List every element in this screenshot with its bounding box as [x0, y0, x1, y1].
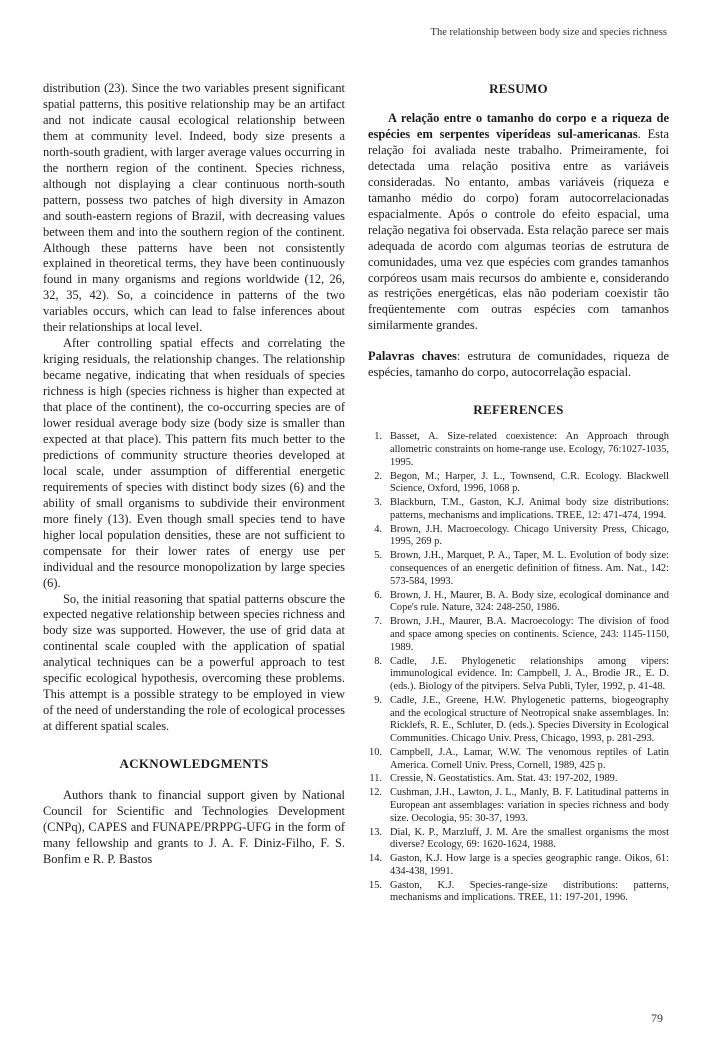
reference-item: [368, 787, 669, 825]
reference-text: Brown, J.H. Macroecology. Chicago University Press, Chicago, 1995, 269 p.: [390, 523, 669, 548]
references-heading: REFERENCES: [473, 402, 564, 418]
reference-text: Gaston, K.J. How large is a species geographic range. Oikos, 61: 434-438, 1991.: [390, 853, 669, 877]
reference-item: [368, 880, 669, 905]
reference-text: Dial, K. P., Marzluff, J. M. Are the smallest organisms the most diverse? Ecology, 69: 1620-1624, 1988.: [390, 826, 669, 851]
acknowledgments-heading: ACKNOWLEDGMENTS: [119, 756, 269, 772]
right-column: [368, 81, 669, 906]
resumo-heading: RESUMO: [489, 81, 548, 96]
page-number: 79: [651, 1011, 663, 1025]
reference-number: 11.: [369, 773, 382, 785]
reference-text: Brown, J. H., Maurer, B. A. Body size, ecological dominance and Cope's rule. Nature, 324: 248-250, 1986.: [390, 589, 669, 614]
reference-number: 6.: [374, 589, 382, 601]
reference-text: Begon, M.; Harper, J. L., Townsend, C.R. Ecology. Blackwell Science, Oxford, 1996, 1068 p.: [390, 470, 669, 495]
reference-item: [368, 497, 669, 522]
keywords-text: : estrutura de comunidades, riqueza de espécies, tamanho do corpo, autocorrelação espacial.: [368, 349, 669, 380]
resumo-title: A relação entre o tamanho do corpo e a riqueza de espécies em serpentes viperídeas sul-americanas: [368, 111, 669, 141]
reference-item: [368, 471, 669, 496]
reference-number: 3.: [374, 497, 382, 509]
reference-text: Brown, J.H., Maurer, B.A. Macroecology: The division of food and space among species on continents. Science, 243: 1145-1150, 1989.: [390, 616, 669, 653]
reference-number: 15.: [369, 879, 382, 891]
reference-text: Gaston, K.J. Species-range-size distributions: patterns, mechanisms and implications. TREE, 11: 197-201, 1996.: [390, 879, 669, 904]
reference-item: [368, 695, 669, 746]
reference-text: Cushman, J.H., Lawton, J. L., Manly, B. F. Latitudinal patterns in European ant assemblages: variation in species richness and body size. Oecologia, 95: 30-37, 1993.: [390, 787, 669, 824]
reference-item: [368, 590, 669, 615]
reference-item: [368, 550, 669, 588]
reference-number: 10.: [369, 746, 382, 758]
reference-text: Basset, A. Size-related coexistence: An Approach through allometric constraints on home-range use. Ecology, 76:1027-1035, 1995.: [390, 431, 669, 468]
resumo-paragraph: [368, 111, 669, 334]
body-paragraph-2: After controlling spatial effects and correlating the kriging residuals, the relationship changes. The relationship became negative, indicating that when residuals of species richness is high (species richness is higher than expected at that place of the continent), the co-occurring species are of lower residual average body size (body size is smaller than expected at that place). This pattern fits much better to the predictions of community structure theories developed at local scale, under assumption of differential energetic requirements of species with distinct body sizes (6) and the ability of small organisms to subdivide their environment more finely (13). Even though small species tend to have higher local population densities, these are not sufficient to compensate for their lower rates of energy use per individual and the resource monopolization by large species (6).: [43, 336, 345, 590]
references-list: [368, 431, 669, 905]
acknowledgments-text: Authors thank to financial support given by National Council for Scientific and Technologies Development (CNPq), CAPES and FUNAPE/PRPPG-UFG in the form of many fellowship and grants to J. A. F. Diniz-Filho, F. S. Bonfim e R. P. Bastos: [43, 788, 345, 866]
reference-number: 5.: [374, 550, 382, 562]
reference-text: Cadle, J.E., Greene, H.W. Phylogenetic patterns, biogeography and the ecological structure of Neotropical snake assemblages. In: Ricklefs, R. E., Schluter, D. (eds.). Species Diversity in Ecological Communities. Chicago Univ. Press, Chicago, 1993, p. 281-293.: [390, 694, 669, 744]
reference-number: 12.: [369, 787, 382, 799]
reference-item: [368, 827, 669, 852]
reference-number: 13.: [369, 826, 382, 838]
reference-number: 1.: [374, 431, 382, 443]
reference-text: Blackburn, T.M., Gaston, K.J. Animal body size distributions: patterns, mechanisms and implications. TREE, 12: 471-474, 1994.: [390, 497, 669, 521]
reference-text: Cadle, J.E. Phylogenetic relationships among vipers: immunological evidence. In: Campbell, J. A., Brodie JR., E. D. (eds.). Biology of the pitvipers. Selva Publi, Tyler, 1992, p. 41-48.: [390, 655, 669, 692]
resumo-text: . Esta relação foi avaliada neste trabalho. Primeiramente, foi detectada uma relação positiva entre as variáveis consideradas. No entanto, ambas variáveis (riqueza e tamanho médio do corpo) foram autocorrelacionadas espacialmente. Após o controle do efeito espacial, uma relação negativa foi observada. Esta relação parece ser mais adequada de acordo com algumas teorias de estrutura de comunidades, uma vez que espécies com grandes tamanhos corpóreos usam mais recursos do ambiente e, considerando as restrições energéticas, elas não poderiam coexistir tão freqüentemente com outras espécies com tamanhos similarmente grandes.: [368, 126, 669, 333]
reference-text: Cressie, N. Geostatistics. Am. Stat. 43: 197-202, 1989.: [390, 773, 618, 785]
reference-number: 8.: [374, 655, 382, 667]
running-head: The relationship between body size and species richness: [430, 27, 667, 38]
reference-number: 2.: [374, 470, 382, 482]
reference-text: Brown, J.H., Marquet, P. A., Taper, M. L. Evolution of body size: consequences of an energetic definition of fitness. Am. Nat., 142: 573-584, 1993.: [390, 550, 669, 587]
keywords-label: Palavras chaves: [368, 349, 457, 364]
left-column: [43, 81, 345, 868]
keywords-paragraph: [368, 349, 669, 381]
body-paragraph-3: So, the initial reasoning that spatial patterns obscure the expected negative relationship between species richness and body size was supported. However, the use of grid data at continental scale coupled with the application of spatial analytical techniques can be a powerful approach to test specific ecological hypothesis, overcoming these problems. This attempt is a possible strategy to be employed in view of the need of understanding the role of ecological processes at different spatial scales.: [43, 591, 345, 734]
reference-item: [368, 616, 669, 654]
reference-item: [368, 747, 669, 772]
reference-number: 14.: [369, 853, 382, 865]
body-paragraph-1: distribution (23). Since the two variables present significant spatial patterns, this positive relationship may be an artifact and not indicate causal ecological relationship between them at community level. Indeed, body size presents a north-south gradient, with larger average values occurring in the northern region of the continent. Species richness, although not displaying a clear continuous north-south pattern, possess two patches of high diversity in Amazon and south-eastern regions of Brazil, with decreasing values between them and into the southern region of the continent. Although these patterns have been not consistently explained in theoretical terms, they have been continuously found in many organisms and regions worldwide (12, 26, 32, 35, 42). So, a coincidence in patterns of the two variables occurs, which can lead to false inferences about their relationships at local level.: [43, 81, 345, 335]
reference-item: [368, 656, 669, 694]
reference-text: Campbell, J.A., Lamar, W.W. The venomous reptiles of Latin America. Cornell Univ. Press, Cornell, 1989, 425 p.: [390, 746, 669, 771]
reference-number: 9.: [374, 694, 382, 706]
reference-number: 4.: [374, 523, 382, 535]
reference-item: [368, 524, 669, 549]
reference-number: 7.: [374, 616, 382, 628]
reference-item: [368, 431, 669, 469]
reference-item: [368, 773, 669, 786]
reference-item: [368, 853, 669, 878]
